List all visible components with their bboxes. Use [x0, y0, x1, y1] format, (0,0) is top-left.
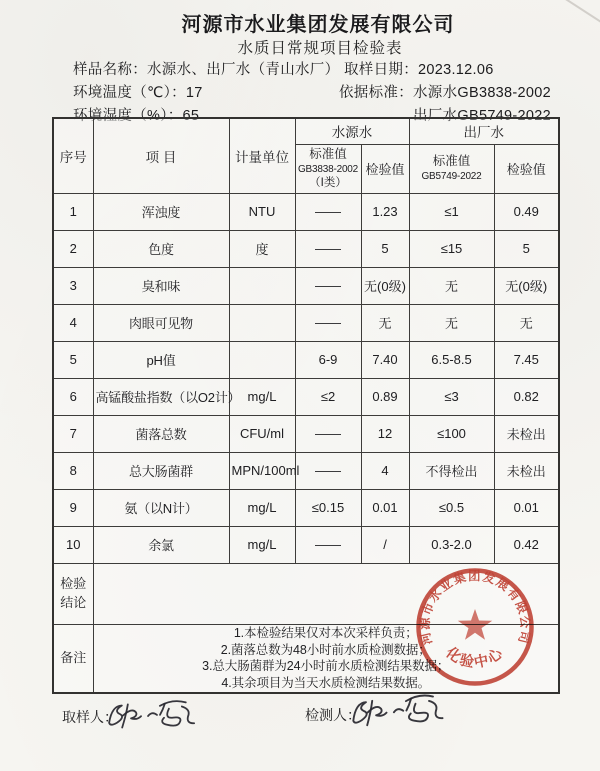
cell-source-value: 7.40 [361, 341, 409, 378]
cell-item: 肉眼可见物 [93, 304, 229, 341]
sampler-label: 取样人： [62, 709, 118, 725]
cell-unit: CFU/ml [229, 415, 295, 452]
cell-outlet-standard: ≤15 [409, 230, 494, 267]
tester-label: 检测人： [305, 707, 361, 723]
seal-star [458, 609, 492, 640]
table-row [53, 415, 559, 452]
cell-source-standard: ≤2 [295, 378, 361, 415]
source-standard-class: （I类） [309, 176, 347, 189]
cell-outlet-value: 未检出 [494, 452, 559, 489]
cell-item: 高锰酸盐指数（以O2计） [93, 378, 229, 415]
cell-outlet-standard: ≤1 [409, 193, 494, 230]
cell-no: 4 [53, 304, 93, 341]
cell-item: pH值 [93, 341, 229, 378]
col-header-outlet-standard [409, 144, 494, 193]
cell-outlet-standard: 6.5-8.5 [409, 341, 494, 378]
table-row [53, 341, 559, 378]
cell-no: 9 [53, 489, 93, 526]
cell-source-standard: —— [295, 304, 361, 341]
col-group-source-water: 水源水 [295, 118, 409, 144]
table-row [53, 378, 559, 415]
cell-outlet-value: 5 [494, 230, 559, 267]
col-header-no: 序号 [53, 118, 93, 193]
sample-name-line: 样品名称：水源水、出厂水（青山水厂） [73, 62, 340, 78]
cell-outlet-value: 0.01 [494, 489, 559, 526]
cell-source-standard: —— [295, 452, 361, 489]
cell-source-standard: —— [295, 193, 361, 230]
cell-no: 7 [53, 415, 93, 452]
cell-unit [229, 267, 295, 304]
cell-source-value: 无(0级) [361, 267, 409, 304]
cell-no: 1 [53, 193, 93, 230]
table-row [53, 230, 559, 267]
cell-item: 菌落总数 [93, 415, 229, 452]
cell-outlet-value: 未检出 [494, 415, 559, 452]
remark-line: 2.菌落总数为48小时前水质检测数据； [220, 642, 431, 657]
standard-outlet-line: 出厂水GB5749-2022 [413, 108, 551, 124]
cell-source-value: 0.01 [361, 489, 409, 526]
outlet-standard-code: GB5749-2022 [421, 170, 482, 182]
cell-outlet-value: 0.42 [494, 526, 559, 563]
remark-line: 4.其余项目为当天水质检测结果数据。 [221, 675, 431, 690]
svg-text:化验中心 [442, 642, 507, 671]
svg-text:河源市水业集团发展有限公司 [417, 568, 533, 646]
remarks-label: 备注 [53, 624, 93, 693]
col-header-outlet-check: 检验值 [494, 144, 559, 193]
cell-source-value: / [361, 526, 409, 563]
cell-unit: NTU [229, 193, 295, 230]
table-row [53, 452, 559, 489]
cell-no: 10 [53, 526, 93, 563]
sampler-signature [102, 693, 203, 737]
cell-source-standard: —— [295, 230, 361, 267]
cell-source-value: 0.89 [361, 378, 409, 415]
cell-item: 总大肠菌群 [93, 452, 229, 489]
cell-outlet-standard: 不得检出 [409, 452, 494, 489]
outlet-standard-title: 标准值 [432, 154, 471, 169]
table-row [53, 489, 559, 526]
remark-line: 1.本检验结果仅对本次采样负责； [233, 626, 418, 641]
cell-unit: 度 [229, 230, 295, 267]
col-group-outlet-water: 出厂水 [409, 118, 559, 144]
cell-unit: mg/L [229, 526, 295, 563]
cell-item: 浑浊度 [93, 193, 229, 230]
cell-source-standard: —— [295, 526, 361, 563]
cell-no: 3 [53, 267, 93, 304]
cell-source-value: 12 [361, 415, 409, 452]
env-humidity-line: 环境湿度（%）：65 [73, 108, 200, 124]
source-standard-title: 标准值 [309, 147, 347, 161]
table-row [53, 193, 559, 230]
cell-source-value: 4 [361, 452, 409, 489]
tester-signature [344, 686, 451, 736]
source-standard-code: GB3838-2002 [297, 163, 359, 175]
cell-outlet-standard: ≤100 [409, 415, 494, 452]
company-title: 河源市水业集团发展有限公司 [181, 14, 455, 36]
cell-outlet-standard: ≤3 [409, 378, 494, 415]
cell-unit: mg/L [229, 489, 295, 526]
cell-item: 色度 [93, 230, 229, 267]
col-header-item: 项 目 [93, 118, 229, 193]
cell-outlet-standard: 0.3-2.0 [409, 526, 494, 563]
cell-unit: MPN/100ml [229, 452, 295, 489]
cell-source-standard: —— [295, 415, 361, 452]
seal-center-text: 化验中心 [442, 644, 508, 672]
cell-outlet-value: 无 [494, 304, 559, 341]
cell-unit: mg/L [229, 378, 295, 415]
form-title: 水质日常规项目检验表 [237, 40, 403, 57]
cell-source-standard: ≤0.15 [295, 489, 361, 526]
cell-source-value: 无 [361, 304, 409, 341]
cell-source-value: 1.23 [361, 193, 409, 230]
cell-outlet-standard: 无 [409, 304, 494, 341]
cell-source-standard: —— [295, 267, 361, 304]
company-seal [412, 564, 538, 690]
cell-item: 余氯 [93, 526, 229, 563]
cell-no: 8 [53, 452, 93, 489]
table-row [53, 304, 559, 341]
col-header-source-standard [295, 144, 361, 193]
col-header-source-check: 检验值 [361, 144, 409, 193]
standard-source-line: 依据标准：水源水GB3838-2002 [339, 85, 551, 101]
cell-item: 臭和味 [93, 267, 229, 304]
remark-line: 3.总大肠菌群为24小时前水质检测结果数据； [202, 659, 450, 674]
cell-no: 6 [53, 378, 93, 415]
cell-source-standard: 6-9 [295, 341, 361, 378]
cell-unit [229, 341, 295, 378]
cell-source-value: 5 [361, 230, 409, 267]
cell-outlet-value: 0.49 [494, 193, 559, 230]
env-temperature-line: 环境温度（℃）：17 [73, 85, 203, 101]
table-row [53, 526, 559, 563]
sampling-date-line: 取样日期：2023.12.06 [344, 62, 494, 78]
table-row [53, 267, 559, 304]
col-header-unit: 计量单位 [229, 118, 295, 193]
cell-item: 氨（以N计） [93, 489, 229, 526]
cell-outlet-value: 无(0级) [494, 267, 559, 304]
cell-unit [229, 304, 295, 341]
cell-no: 2 [53, 230, 93, 267]
conclusion-label: 检验 结论 [53, 563, 93, 624]
cell-outlet-standard: ≤0.5 [409, 489, 494, 526]
cell-outlet-standard: 无 [409, 267, 494, 304]
cell-outlet-value: 0.82 [494, 378, 559, 415]
seal-graphic [417, 568, 533, 683]
cell-outlet-value: 7.45 [494, 341, 559, 378]
seal-company-text: 河源市水业集团发展有限公司 [417, 569, 533, 647]
cell-no: 5 [53, 341, 93, 378]
